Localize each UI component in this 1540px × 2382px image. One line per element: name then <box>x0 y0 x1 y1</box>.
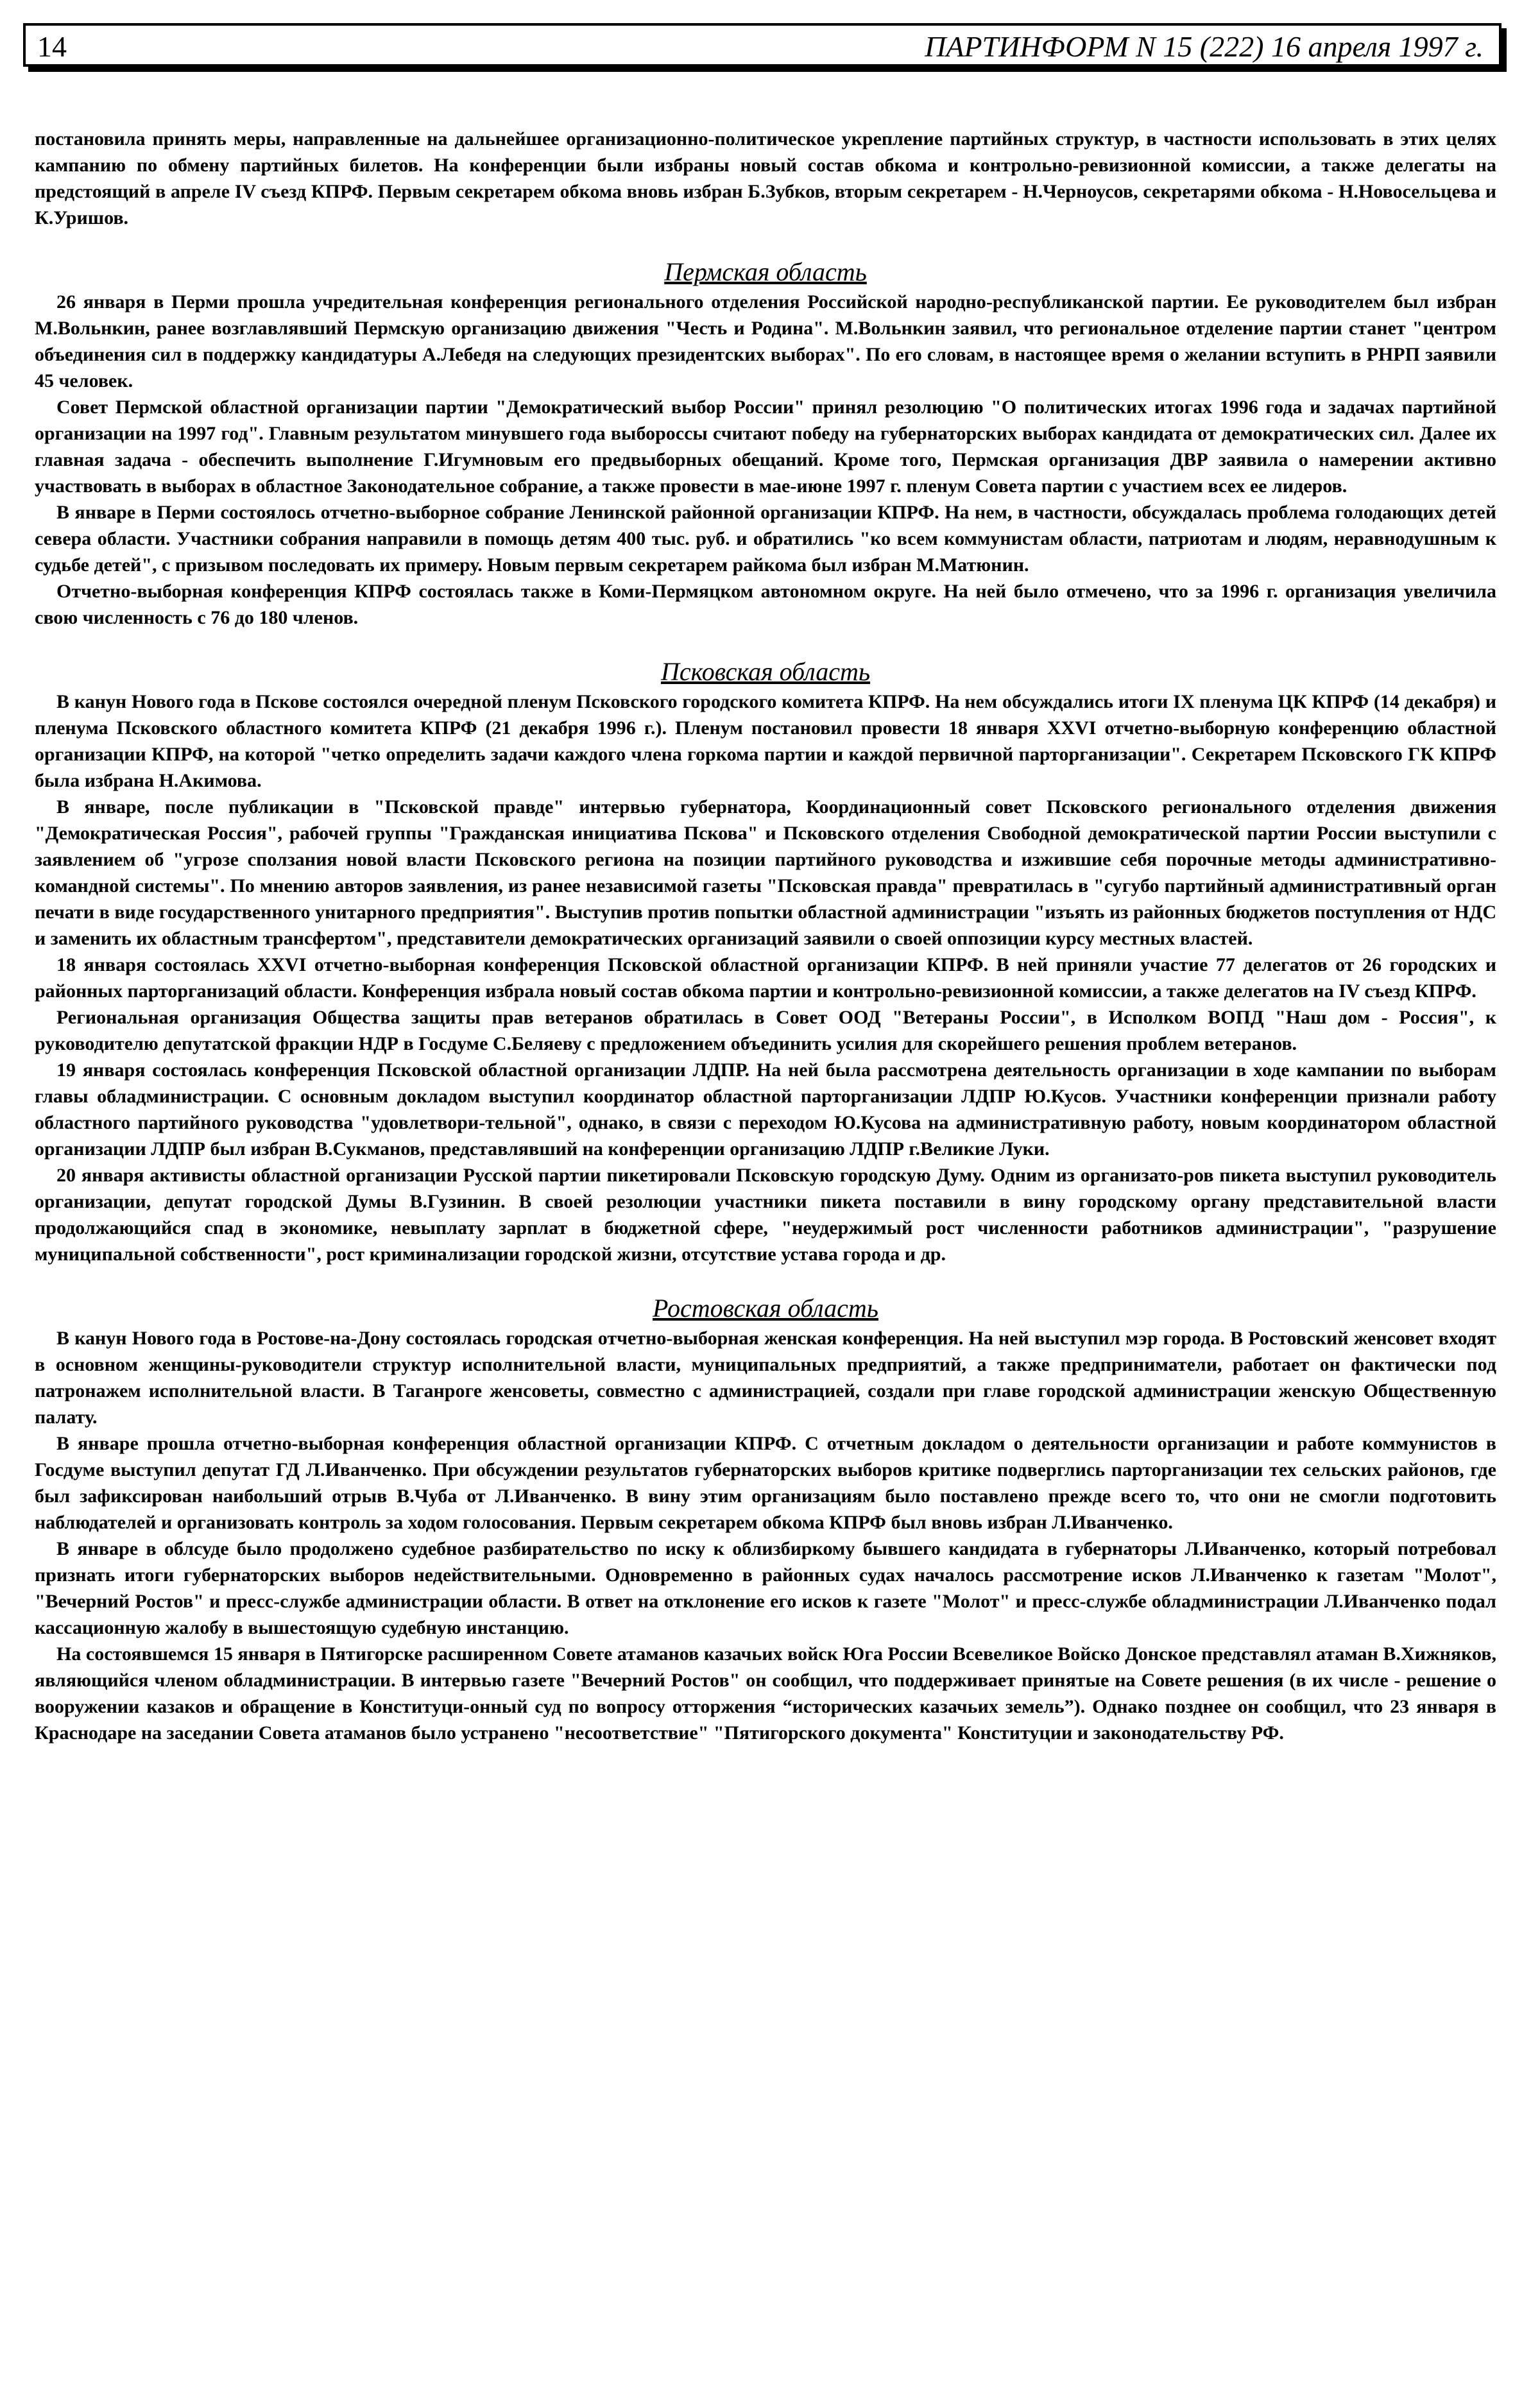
paragraph: 26 января в Перми прошла учредительная конференция регионального отделения Российской народно-республиканской партии. Ее руководителем был избран М.Вольнкин, ранее возглавлявший Пермскую организацию движения "Честь и Родина". М.Вольнкин заявил, что региональное отделение партии станет "центром объединения сил в поддержку кандидатуры А.Лебедя на следующих президентских выборах". По его словам, в настоящее время о желании вступить в РНРП заявили 45 человек. <box>35 291 1496 391</box>
paragraph: В январе в облсуде было продолжено судебное разбирательство по иску к облизбиркому бывшего кандидата в губернаторы Л.Иванченко, который потребовал признать итоги губернаторских выборов недействительными. Одновременно в районных судах началось рассмотрение исков Л.Иванченко к газетам "Молот", "Вечерний Ростов" и пресс-службе администрации области. В ответ на отклонение его исков к газете "Молот" и пресс-службе обладминистрации Л.Иванченко подал кассационную жалобу в вышестоящую судебную инстанцию. <box>35 1538 1496 1638</box>
article-body <box>35 126 1496 1746</box>
intro-block <box>35 126 1496 231</box>
page-header <box>23 23 1502 67</box>
paragraph: В канун Нового года в Пскове состоялся очередной пленум Псковского городского комитета КПРФ. На нем обсуждались итоги IX пленума ЦК КПРФ (14 декабря) и пленума Псковского областного комитета КПРФ (21 декабря 1996 г.). Пленум постановил провести 18 января XXVI отчетно-выборную конференцию областной организации КПРФ, на которой "четко определить задачи каждого члена горкома партии и каждой первичной парторганизации". Секретарем Псковского ГК КПРФ была избрана Н.Акимова. <box>35 691 1496 791</box>
paragraph: Региональная организация Общества защиты прав ветеранов обратилась в Совет ООД "Ветераны России", в Исполком ВОПД "Наш дом - Россия", к руководителю депутатской фракции НДР в Госдуме С.Беляеву с предложением объединить усилия для скорейшего решения проблем ветеранов. <box>35 1007 1496 1054</box>
paragraph: Совет Пермской областной организации партии "Демократический выбор России" принял резолюцию "О политических итогах 1996 года и задачах партийной организации на 1997 год". Главным результатом минувшего года выборосcы считают победу на губернаторских выборах кандидата от демократических сил. Далее их главная задача - обеспечить выполнение Г.Игумновым его предвыборных обещаний. Кроме того, Пермская организация ДВР заявила о намерении активно участвовать в выборах в областное Законодательное собрание, а также провести в мае-июне 1997 г. пленум Совета партии с участием всех ее лидеров. <box>35 397 1496 497</box>
section-pskov <box>35 656 1496 1267</box>
paragraph: В январе, после публикации в "Псковской правде" интервью губернатора, Координационный совет Псковского регионального отделения движения "Демократическая Россия", рабочей группы "Гражданская инициатива Пскова" и Псковского отделения Свободной демократической партии России выступили с заявлением об "угрозе сползания новой власти Псковского региона на позиции партийного руководства и изжившие себя порочные методы административно-командной системы". По мнению авторов заявления, из ранее независимой газеты "Псковская правда" превратилась в "сугубо партийный административный орган печати в виде государственного унитарного предприятия". Выступив против попытки областной администрации "изъять из районных бюджетов поступления от НДС и заменить их областным трансфертом", представители демократических организаций заявили о своей оппозиции курсу местных властей. <box>35 796 1496 949</box>
page-number: 14 <box>37 30 67 63</box>
issue-title: ПАРТИНФОРМ N 15 (222) 16 апреля 1997 г. <box>925 30 1484 63</box>
intro-paragraph: постановила принять меры, направленные на дальнейшее организационно-политическое укрепление партийных структур, в частности использовать в этих целях кампанию по обмену партийных билетов. На конференции были избраны новый состав обкома и контрольно-ревизионной комиссии, а также делегаты на предстоящий в апреле IV съезд КПРФ. Первым секретарем обкома вновь избран Б.Зубков, вторым секретарем - Н.Черноусов, секретарями обкома - Н.Новосельцева и К.Уришов. <box>35 128 1496 228</box>
paragraph: В январе в Перми состоялось отчетно-выборное собрание Ленинской районной организации КПРФ. На нем, в частности, обсуждалась проблема голодающих детей севера области. Участники собрания направили в помощь детям 400 тыс. руб. и обратились "ко всем коммунистам области, патриотам и людям, неравнодушным к судьбе детей", с призывом последовать их примеру. Новым первым секретарем райкома был избран М.Матюнин. <box>35 502 1496 576</box>
section-title: Пермская область <box>664 257 867 286</box>
paragraph: Отчетно-выборная конференция КПРФ состоялась также в Коми-Пермяцком автономном округе. На ней было отмечено, что за 1996 г. организация увеличила свою численность с 76 до 180 членов. <box>35 581 1496 628</box>
paragraph: 18 января состоялась XXVI отчетно-выборная конференция Псковской областной организации КПРФ. В ней приняли участие 77 делегатов от 26 городских и районных парторганизаций области. Конференция избрала новый состав обкома партии и контрольно-ревизионной комиссии, а также делегатов на IV съезд КПРФ. <box>35 954 1496 1002</box>
paragraph: В январе прошла отчетно-выборная конференция областной организации КПРФ. С отчетным докладом о деятельности организации и работе коммунистов в Госдуме выступил депутат ГД Л.Иванченко. При обсуждении результатов губернаторских выборов критике подверглись парторганизации тех сельских районов, где был зафиксирован наибольший отрыв В.Чуба от Л.Иванченко. В вину этим организациям было поставлено прежде всего то, что они не смогли подготовить наблюдателей и организовать контроль за ходом голосования. Первым секретарем обкома КПРФ был вновь избран Л.Иванченко. <box>35 1433 1496 1533</box>
section-title: Псковская область <box>660 657 871 686</box>
paragraph: В канун Нового года в Ростове-на-Дону состоялась городская отчетно-выборная женская конференция. На ней выступил мэр города. В Ростовский женсовет входят в основном женщины-руководители структур исполнительной власти, муниципальных предприятий, а также предприниматели, работает он фактически под патронажем исполнительной власти. В Таганроге женсоветы, совместно с администрацией, создали при главе городской администрации женскую Общественную палату. <box>35 1328 1496 1428</box>
paragraph: На состоявшемся 15 января в Пятигорске расширенном Совете атаманов казачьих войск Юга России Всевеликое Войско Донское представлял атаман В.Хижняков, являющийся членом обладминистрации. В интервью газете "Вечерний Ростов" он сообщил, что поддерживает принятые на Совете решения (в их числе - решение о вооружении казаков и обращение в Конституци-онный суд по вопросу отторжения “исторических казачьих земель”). Однако позднее он сообщил, что 23 января в Краснодаре на заседании Совета атаманов было устранено "несоответствие" "Пятигорского документа" Конституции и законодательству РФ. <box>35 1643 1496 1744</box>
section-perm <box>35 257 1496 631</box>
paragraph: 19 января состоялась конференция Псковской областной организации ЛДПР. На ней была рассмотрена деятельность организации в ходе кампании по выборам главы обладминистрации. С основным докладом выступил координатор областной парторганизации ЛДПР Ю.Кусов. Участники конференции признали работу областного партийного руководства "удовлетвори-тельной", однако, в связи с переходом Ю.Кусова на административную работу, новым координатором областной организации ЛДПР был избран В.Сукманов, представлявший на конференции организацию ЛДПР г.Великие Луки. <box>35 1059 1496 1160</box>
section-rostov <box>35 1293 1496 1746</box>
section-title: Ростовская область <box>653 1294 878 1323</box>
paragraph: 20 января активисты областной организации Русской партии пикетировали Псковскую городскую Думу. Одним из организато-ров пикета выступил руководитель организации, депутат городской Думы В.Гузинин. В своей резолюции участники пикета поставили в вину городскому органу представительной власти продолжающийся спад в экономике, невыплату зарплат в бюджетной сфере, "неудержимый рост численности работников администрации", "разрушение муниципальной собственности", рост криминализации городской жизни, отсутствие устава города и др. <box>35 1165 1496 1265</box>
